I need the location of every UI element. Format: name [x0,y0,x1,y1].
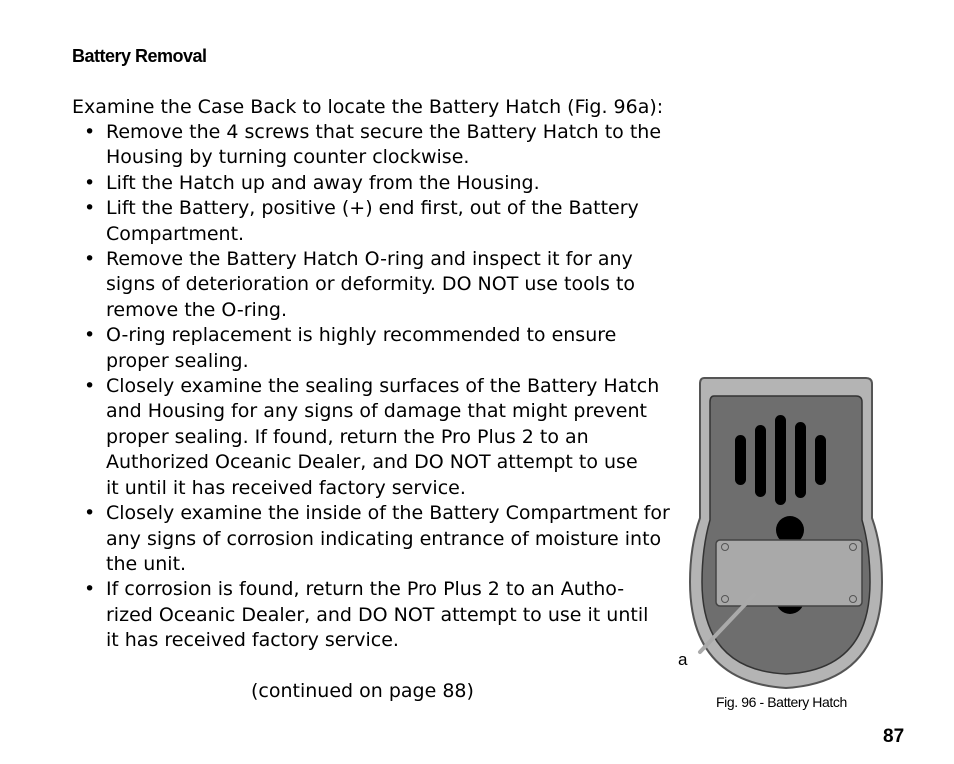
battery-hatch-illustration [676,370,896,700]
list-item-line: it until it has received factory service. [106,476,466,499]
list-item-line: Housing by turning counter clockwise. [106,146,470,169]
intro-text: Examine the Case Back to locate the Battery Hatch (Fig. 96a): [72,96,664,118]
continued-note: (continued on page 88) [251,680,474,702]
list-item [84,577,664,653]
list-item-line: proper sealing. [106,349,249,372]
list-item-line: and Housing for any signs of damage that might prevent [106,400,647,423]
list-item-line: Lift the Battery, positive (+) end first, out of the Battery [106,197,639,220]
list-item-line: signs of deterioration or deformity. DO NOT use tools to [106,273,636,296]
bullet-icon: • [84,171,96,194]
bullet-icon: • [84,502,96,525]
list-item [84,120,664,171]
list-item-line: Remove the 4 screws that secure the Battery Hatch to the [106,121,662,143]
list-item-line: Closely examine the sealing surfaces of the Battery Hatch [106,375,660,398]
list-item-line: proper sealing. If found, return the Pro Plus 2 to an [106,425,589,448]
list-item-line: O-ring replacement is highly recommended to ensure [106,324,617,347]
page-number: 87 [883,726,905,747]
list-item-line: any signs of corrosion indicating entrance of moisture into [106,527,662,550]
list-item [84,196,664,247]
list-item [84,501,670,577]
figure-callout-label: a [678,650,688,669]
list-item [84,374,664,501]
bullet-icon: • [84,324,96,347]
section-heading: Battery Removal [72,46,207,66]
list-item-line: Remove the Battery Hatch O-ring and inspect it for any [106,248,633,271]
list-item-line: If corrosion is found, return the Pro Plus 2 to an Autho- [106,578,625,601]
list-item-line: it has received factory service. [106,629,399,652]
bullet-icon: • [84,121,96,143]
list-item-line: the unit. [106,552,187,575]
list-item-line: rized Oceanic Dealer, and DO NOT attempt to use it until [106,603,649,626]
list-item-line: Compartment. [106,222,245,245]
list-item [84,323,664,374]
instruction-list [84,120,670,654]
bullet-icon: • [84,197,96,220]
list-item [84,171,664,196]
bullet-icon: • [84,248,96,271]
bullet-icon: • [84,375,96,398]
list-item-line: Authorized Oceanic Dealer, and DO NOT attempt to use [106,451,638,474]
list-item [84,247,664,323]
figure-caption: Fig. 96 - Battery Hatch [716,694,847,710]
list-item-line: remove the O-ring. [106,298,287,321]
list-item-line: Closely examine the inside of the Battery Compartment for [106,502,670,525]
list-item-line: Lift the Hatch up and away from the Housing. [106,171,540,194]
bullet-icon: • [84,578,96,601]
battery-hatch-plate [716,540,862,606]
